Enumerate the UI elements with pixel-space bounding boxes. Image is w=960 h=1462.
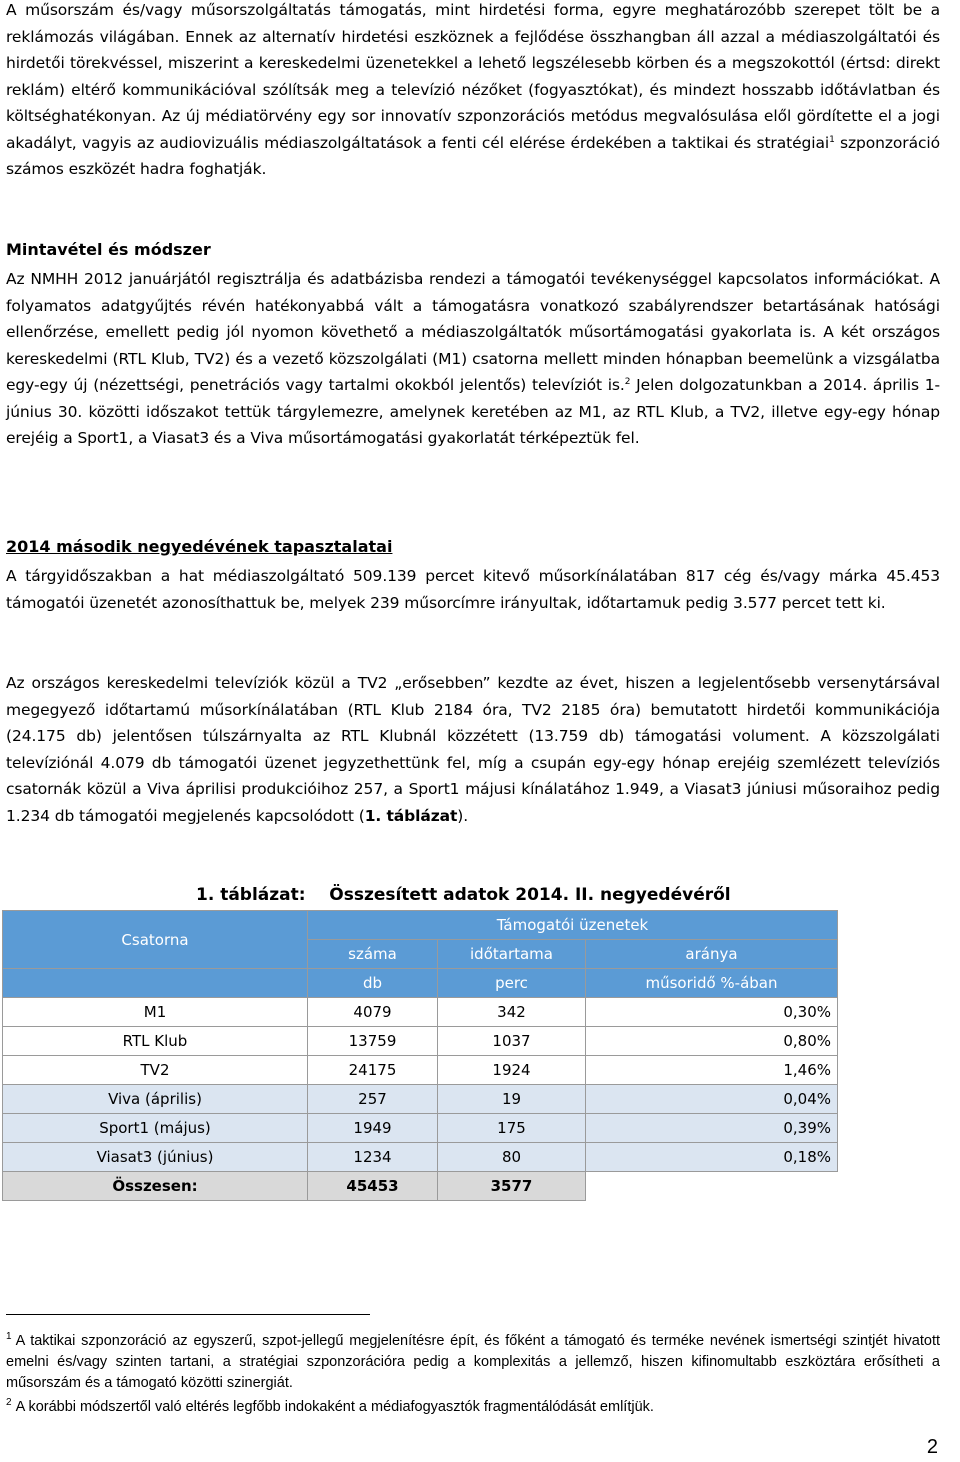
footnote-text: A taktikai szponzoráció az egyszerű, szpot-jellegű megjelenítésre épít, és főként a támogató és terméke nevének ismertségi szintjét hivatott emelni és/vagy szinten tartani, a stratégiai szponzorációra pedig a komplexitás a jellemző, hiszen kifinomultabb eszköztára erősítheti a műsorszám és a támogató közötti szinergiát.	[6, 1333, 940, 1391]
table-unit-row	[3, 969, 838, 998]
footnote-ref-1[interactable]: 1	[829, 134, 835, 145]
duration-column-header: időtartama	[438, 940, 586, 969]
footnote-number: 1	[6, 1331, 12, 1343]
method-paragraph	[6, 266, 940, 452]
share-cell: 0,30%	[586, 998, 838, 1027]
duration-cell: 1924	[438, 1056, 586, 1085]
table-row	[3, 1114, 838, 1143]
intro-text: A műsorszám és/vagy műsorszolgáltatás támogatás, mint hirdetési forma, egyre meghatározóbb szerepet tölt be a reklámozás világában. Ennek az alternatív hirdetési eszköznek a fejlődése összhangban áll azzal a médiaszolgáltatói és hirdetői törekvéssel, miszerint a kereskedelmi üzenetekkel a lehető legszélesebb körben és a megszokottól (értsd: direkt reklám) eltérő kommunikációval szólítsák meg a televízió nézőket (fogyasztókat), és mindezt hosszabb időtávlatban és költséghatékonyan. Az új médiatörvény egy sor innovatív szponzorációs metódus megvalósulása elől gördítette el a jogi akadályt, vagyis az audiovizuális médiaszolgáltatások a fenti cél elérése érdekében a taktikai és stratégiai	[6, 1, 940, 152]
page-number: 2	[926, 1436, 938, 1458]
footnote-separator	[6, 1314, 370, 1315]
duration-cell: 175	[438, 1114, 586, 1143]
intro-paragraph	[6, 0, 940, 183]
table-row	[3, 1143, 838, 1172]
count-cell: 257	[308, 1085, 438, 1114]
count-cell: 1234	[308, 1143, 438, 1172]
table-title-text: Összesített adatok 2014. II. negyedévéről	[329, 885, 731, 905]
channel-cell: RTL Klub	[3, 1027, 308, 1056]
national-text: Az országos kereskedelmi televíziók közül a TV2 „erősebben” kezdte az évet, hiszen a legjelentősebb versenytársával megegyező időtartamú műsorkínálatában (RTL Klub 2184 óra, TV2 2185 óra) bemutatott hirdetői kommunikációja (24.175 db) jelentősen túlszárnyalta az RTL Klubnál közzétett (13.759 db) támogatási volument. A közszolgálati televíziónál 4.079 db támogatói üzenet jegyzethettünk fel, míg a csupán egy-egy hónap erejéig szemlézett televíziós csatornák közül a Viva áprilisi produkcióihoz 257, a Sport1 májusi kínálatához 1.949, a Viasat3 júniusi műsoraihoz pedig 1.234 db támogatói megjelenés kapcsolódott (	[6, 674, 940, 825]
count-cell: 1949	[308, 1114, 438, 1143]
duration-unit: perc	[438, 969, 586, 998]
table-row	[3, 1085, 838, 1114]
share-cell: 0,80%	[586, 1027, 838, 1056]
summary-table	[2, 910, 838, 1201]
table-title-label: 1. táblázat:	[196, 885, 306, 905]
table-reference: 1. táblázat	[364, 806, 458, 825]
footnote-ref-2[interactable]: 2	[624, 376, 631, 387]
intro-text-end: szponzoráció számos eszközét hadra foghatják.	[6, 133, 940, 178]
method-heading: Mintavétel és módszer	[6, 240, 211, 259]
total-duration: 3577	[438, 1172, 586, 1201]
duration-cell: 80	[438, 1143, 586, 1172]
share-cell: 0,18%	[586, 1143, 838, 1172]
total-empty-cell	[586, 1172, 838, 1201]
channel-cell: Viva (április)	[3, 1085, 308, 1114]
share-cell: 0,39%	[586, 1114, 838, 1143]
share-cell: 1,46%	[586, 1056, 838, 1085]
table-header-row-1	[3, 911, 838, 940]
national-text-end: ).	[457, 806, 469, 825]
method-text-end: Jelen dolgozatunkban a 2014. április 1-június 30. közötti időszakot tettük tárgylemezre, amelynek keretében az M1, az RTL Klub, a TV2, illetve egy-egy hónap erejéig a Sport1, a Viasat3 és a Viva műsortámogatási gyakorlatát térképeztük fel.	[6, 376, 940, 447]
channel-cell: Viasat3 (június)	[3, 1143, 308, 1172]
share-unit: műsoridő %-ában	[586, 969, 838, 998]
channel-cell: TV2	[3, 1056, 308, 1085]
count-column-header: száma	[308, 940, 438, 969]
group-header: Támogatói üzenetek	[308, 911, 838, 940]
channel-cell: M1	[3, 998, 308, 1027]
national-paragraph	[6, 670, 940, 829]
share-cell: 0,04%	[586, 1085, 838, 1114]
table-total-row	[3, 1172, 838, 1201]
q2-paragraph: A tárgyidőszakban a hat médiaszolgáltató 509.139 percet kitevő műsorkínálatában 817 cég és/vagy márka 45.453 támogatói üzenetét azonosíthattuk be, melyek 239 műsorcímre irányultak, időtartamuk pedig 3.577 percet tett ki.	[6, 567, 940, 612]
count-unit: db	[308, 969, 438, 998]
channel-column-header: Csatorna	[3, 911, 308, 969]
duration-cell: 19	[438, 1085, 586, 1114]
count-cell: 4079	[308, 998, 438, 1027]
footnote-text: A korábbi módszertől való eltérés legfőbb indokaként a médiafogyasztók fragmentálódását említjük.	[15, 1399, 654, 1415]
table-row	[3, 1056, 838, 1085]
method-text: Az NMHH 2012 januárjától regisztrálja és adatbázisba rendezi a támogatói tevékenységgel kapcsolatos információkat. A folyamatos adatgyűjtés révén hatékonyabbá vált a támogatásra vonatkozó szabályrendszer betartásának hatósági ellenőrzése, emellett pedig jól nyomon követhető a médiaszolgáltatók műsortámogatási gyakorlata is. A két országos kereskedelmi (RTL Klub, TV2) és a vezető közszolgálati (M1) csatorna mellett minden hónapban beemelünk a vizsgálatba egy-egy új (nézettségi, penetrációs vagy tartalmi okokból jelentős) televíziót is.	[6, 270, 940, 394]
channel-cell: Sport1 (május)	[3, 1114, 308, 1143]
count-cell: 24175	[308, 1056, 438, 1085]
footnote-number: 2	[6, 1397, 12, 1409]
total-count: 45453	[308, 1172, 438, 1201]
duration-cell: 1037	[438, 1027, 586, 1056]
unit-empty-cell	[3, 969, 308, 998]
share-column-header: aránya	[586, 940, 838, 969]
footnote-1	[6, 1331, 940, 1394]
table-row	[3, 1027, 838, 1056]
duration-cell: 342	[438, 998, 586, 1027]
footnote-2	[6, 1397, 940, 1418]
total-label: Összesen:	[3, 1172, 308, 1201]
count-cell: 13759	[308, 1027, 438, 1056]
q2-heading: 2014 második negyedévének tapasztalatai	[6, 537, 393, 556]
table-row	[3, 998, 838, 1027]
table-title	[196, 885, 731, 905]
